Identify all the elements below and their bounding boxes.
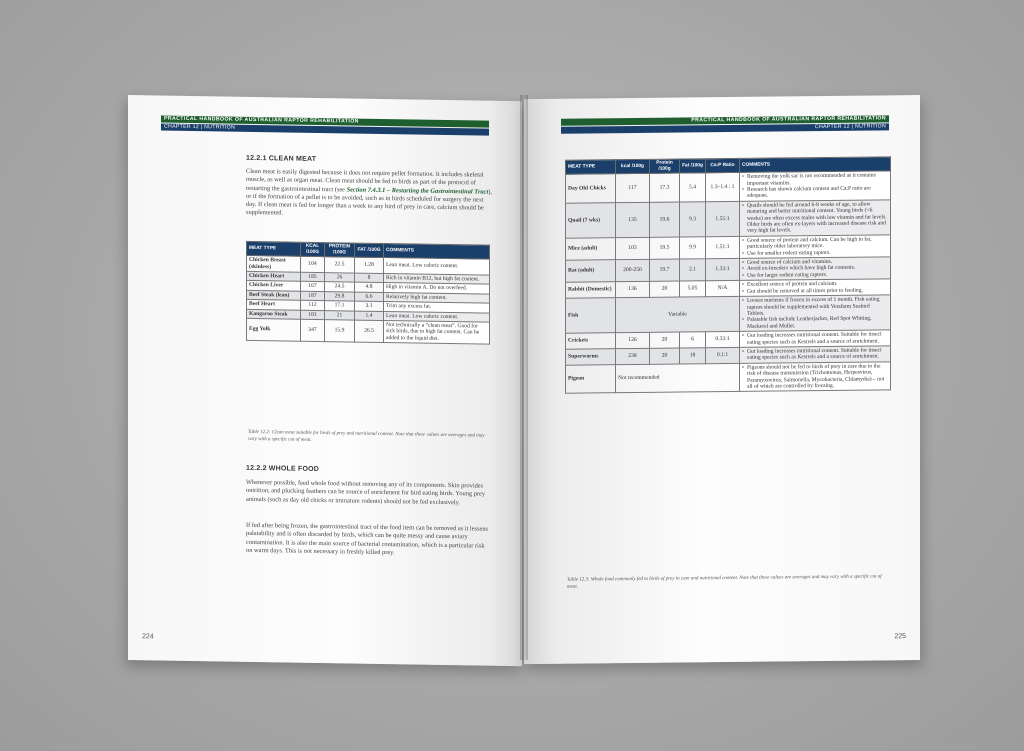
kcal-cell: 167	[301, 282, 325, 292]
protein-cell: 22.5	[325, 257, 355, 273]
whole-food-paragraph-2: If fed after being frozen, the gastrointestinal tract of the food item can be removed as it lessens palatability and is often discarded by birds, which can be quite messy and cause aviary contamination. It is also the main source of bacterial contamination, which is a particular risk on warm days. This is not necessary in freshly killed prey.	[246, 521, 489, 557]
table-row	[566, 171, 891, 203]
kcal-cell: 112	[301, 300, 325, 310]
fat-cell: 5.05	[680, 281, 706, 297]
comment-bullet: • Gut loading increases nutritional content. Suitable for insect eating species such as Kestrels and a source of enrichment.	[742, 331, 888, 345]
fat-cell: 9.3	[680, 202, 706, 237]
fat-cell: 6.6	[355, 292, 384, 302]
protein-cell: 15.9	[325, 320, 355, 343]
ca-p-ratio-cell: 1.33:1	[706, 258, 740, 281]
protein-cell: 20	[650, 281, 680, 297]
col-protein: PROTEIN /100G	[325, 243, 355, 258]
comment-bullet: • Research has shown calcium content and Ca:P ratio are adequate.	[742, 185, 888, 199]
comment-cell: Lean meat. Low caloric content.	[384, 311, 490, 322]
kcal-cell: 200-250	[616, 259, 650, 282]
comments-cell	[740, 330, 891, 347]
ca-p-ratio-cell: 1.55:1	[706, 201, 740, 236]
header-book-title: PRACTICAL HANDBOOK OF AUSTRALIAN RAPTOR REHABILITATION	[161, 116, 489, 128]
col-meat-type: MEAT TYPE	[247, 241, 301, 256]
page-number-left: 224	[142, 633, 154, 641]
col-protein: Protein /100g	[650, 159, 680, 174]
meat-type-cell: Rat (adult)	[566, 260, 616, 283]
header-chapter: CHAPTER 12 | NUTRITION	[161, 124, 489, 136]
protein-cell: 24.5	[325, 282, 355, 292]
comment-bullet: • Excellent source of protein and calcium.	[742, 281, 888, 289]
comment-list	[742, 236, 888, 257]
merged-values-cell: Variable	[616, 296, 740, 332]
protein-cell: 17.1	[325, 301, 355, 311]
comments-cell	[740, 295, 891, 332]
meat-type-cell: Fish	[566, 298, 616, 334]
comment-list	[742, 296, 888, 330]
right-page	[524, 95, 920, 664]
merged-values-cell: Not recommended	[616, 363, 740, 393]
comment-list	[742, 201, 888, 235]
comment-bullet: • Gut should be removed at all times prior to feeding.	[742, 287, 888, 295]
header-chapter-right: CHAPTER 12 | NUTRITION	[561, 123, 889, 133]
comment-cell: Lean meat. Low caloric content.	[384, 258, 490, 275]
clean-meat-table	[246, 241, 490, 345]
comment-bullet: • Use for smaller rodent eating raptors.	[742, 249, 888, 257]
whole-food-table	[565, 156, 891, 394]
comments-cell	[740, 171, 891, 201]
protein-cell: 20	[650, 332, 680, 348]
comments-cell	[740, 279, 891, 296]
meat-type-cell: Kangaroo Steak	[247, 309, 301, 319]
comment-list	[742, 331, 888, 345]
clean-meat-paragraph	[246, 168, 492, 222]
comment-bullet: • Pigeons should not be fed to birds of prey in care due to the risk of disease transmission (Trichomonas, Herpesvirus, Paramyxovirus, Salmonella, Mycobacteria, Chlamydia) – not all of which are controlled by freezing.	[742, 363, 888, 390]
comment-bullet: • Good source of calcium and vitamins.	[742, 258, 888, 266]
comment-bullet: • Palatable fish include Leatherjacket, Red Spot Whiting, Mackerel and Mullet.	[742, 316, 888, 330]
fat-cell: 9.9	[680, 237, 706, 259]
comment-bullet: • Looses nutrients if frozen in excess of 1 month. Fish eating raptors should be supplemented with Vetafarm Seabird Tablets.	[742, 296, 888, 317]
comment-cell: High in vitamin A. Do not overfeed.	[384, 283, 490, 294]
protein-cell: 20	[650, 348, 680, 364]
meat-type-cell: Chicken Breast (skinless)	[247, 256, 301, 273]
col-meat-type: MEAT TYPE	[566, 160, 616, 175]
meat-type-cell: Day Old Chicks	[566, 174, 616, 203]
kcal-cell: 187	[301, 291, 325, 301]
fat-cell: 1.28	[355, 257, 384, 273]
ca-p-ratio-cell: 1.3–1.4 : 1	[706, 173, 740, 202]
meat-type-cell: Mice (adult)	[566, 238, 616, 261]
kcal-cell: 238	[616, 348, 650, 364]
comment-cell: Relatively high fat content.	[384, 292, 490, 303]
section-heading-clean-meat: 12.2.1 CLEAN MEAT	[246, 154, 317, 163]
protein-cell: 19.6	[650, 202, 680, 237]
header-book-title-right: PRACTICAL HANDBOOK OF AUSTRALIAN RAPTOR REHABILITATION	[561, 115, 889, 125]
kcal-cell: 136	[616, 282, 650, 298]
fat-cell: 1.4	[355, 311, 384, 321]
clean-meat-text-end: ), or if the formation of a pellet is to be avoided, such as in birds scheduled for surgery the next day. If clean meat is fed for longer than a week to any bird of prey in care, calcium should be supplemented.	[246, 188, 492, 217]
comments-cell	[740, 235, 891, 259]
kcal-cell: 103	[616, 237, 650, 260]
table-row	[566, 362, 891, 394]
protein-cell: 19.7	[650, 259, 680, 282]
comments-cell	[740, 200, 891, 237]
ca-p-ratio-cell: N/A	[706, 281, 740, 297]
comments-cell	[740, 362, 891, 392]
fat-cell: 6	[680, 332, 706, 348]
comment-bullet: • Gut loading increases nutritional content. Suitable for insect eating species such as Kestrels and a source of enrichment.	[742, 347, 888, 361]
comment-list	[742, 347, 888, 361]
kcal-cell: 101	[301, 310, 325, 320]
open-book	[128, 95, 920, 660]
protein-cell: 26	[325, 273, 355, 283]
meat-type-cell: Quail (7 wks)	[566, 203, 616, 239]
fat-cell: 18	[680, 348, 706, 364]
fat-cell: 4.8	[355, 282, 384, 292]
comment-bullet: • Removing the yolk sac is not recommended as it contains important vitamins.	[742, 173, 888, 187]
col-kcal: kcal /100g	[616, 159, 650, 174]
book-gutter	[520, 95, 528, 660]
col-ca-p-ratio: Ca:P Ratio	[706, 158, 740, 173]
fat-cell: 8	[355, 273, 384, 283]
section-heading-whole-food: 12.2.2 WHOLE FOOD	[246, 464, 320, 474]
fat-cell: 2.1	[680, 259, 706, 281]
comment-list	[742, 281, 888, 295]
ca-p-ratio-cell: 0.1:1	[706, 347, 740, 363]
comment-list	[742, 363, 888, 390]
page-number-right: 225	[894, 633, 906, 641]
kcal-cell: 135	[616, 202, 650, 237]
meat-type-cell: Beef Heart	[247, 300, 301, 310]
table-row	[566, 295, 891, 333]
comment-list	[742, 258, 888, 279]
comment-bullet: • Good source of protein and calcium. Can be high in fat, particularly older laboratory mice.	[742, 236, 888, 250]
col-fat: FAT /100G	[355, 243, 384, 258]
table-12-3-caption: Table 12.3: Whole food commonly fed to birds of prey in care and nutritional content. Note that these values are averages and may vary with a specific cut of meat.	[567, 574, 882, 590]
protein-cell: 21	[325, 310, 355, 320]
meat-type-cell: Chicken Heart	[247, 271, 301, 281]
protein-cell: 17.3	[650, 173, 680, 202]
protein-cell: 19.5	[650, 237, 680, 260]
fat-cell: 5.4	[680, 173, 706, 202]
kcal-cell: 347	[301, 319, 325, 342]
table-12-2-caption: Table 12.2: Clean meat suitable for birds of prey and nutritional content. Note that these values are averages and may vary with a specific cut of meat.	[248, 429, 485, 443]
whole-food-paragraph-1: Whenever possible, feed whole food without removing any of its components. Skin provides nutrition, and plucking feathers can be source of enrichment for bird eating birds. Young prey animals (such as day old chicks or immature rodents) should not be fed exclusively.	[246, 478, 486, 506]
left-page	[128, 95, 522, 666]
meat-type-cell: Pigeon	[566, 364, 616, 393]
table-row	[247, 318, 490, 344]
fat-cell: 26.5	[355, 320, 384, 343]
comments-cell	[740, 346, 891, 363]
comment-bullet: • Use for larger rodent eating raptors.	[742, 271, 888, 279]
comment-bullet: • Quails should be fed around 6-8 weeks of age, to allow maturing and better nutritional content. Young birds (<6 weeks) are often excess males with low vitamin and fat levels. Older birds are often ex-layers with increased disease risk and very high fat levels.	[742, 201, 888, 235]
comment-bullet: • Avoid ex-breeders which have high fat contents.	[742, 265, 888, 273]
protein-cell: 29.8	[325, 291, 355, 301]
comment-list	[742, 173, 888, 200]
meat-type-cell: Crickets	[566, 333, 616, 349]
table-row	[566, 200, 891, 238]
meat-type-cell: Chicken Liver	[247, 281, 301, 291]
kcal-cell: 126	[616, 332, 650, 348]
comment-cell: Rich in vitamin B12, but high fat content.	[384, 274, 490, 285]
kcal-cell: 185	[301, 272, 325, 282]
col-comments: COMMENTS	[384, 244, 490, 260]
kcal-cell: 117	[616, 174, 650, 203]
comments-cell	[740, 257, 891, 281]
col-comments: COMMENTS	[740, 157, 891, 173]
ca-p-ratio-cell: 1.51:1	[706, 236, 740, 259]
col-fat: Fat /100g	[680, 159, 706, 173]
meat-type-cell: Superworms	[566, 349, 616, 365]
fat-cell: 3.1	[355, 301, 384, 311]
comment-cell: Not technically a “clean meat”. Good for sick birds, due to high fat content. Can be added to the liquid diet.	[384, 321, 490, 345]
meat-type-cell: Beef Steak (lean)	[247, 290, 301, 300]
clean-meat-text-start: Clean meat is easily digested because it does not require pellet formation. It includes skeletal muscle, as well as organ meat. Clean meat should be fed to birds as part of the protocol of restarting the gastrointestinal tract (see	[246, 167, 484, 194]
ca-p-ratio-cell: 0.33:1	[706, 332, 740, 348]
meat-type-cell: Rabbit (Domestic)	[566, 282, 616, 298]
col-kcal: KCAL /100G	[301, 242, 325, 257]
kcal-cell: 104	[301, 256, 325, 272]
comment-cell: Trim any excess fat.	[384, 302, 490, 313]
meat-type-cell: Egg Yolk	[247, 318, 301, 341]
section-reference-link[interactable]: Section 7.4.3.1 – Restarting the Gastrointestinal Tract	[346, 186, 489, 196]
